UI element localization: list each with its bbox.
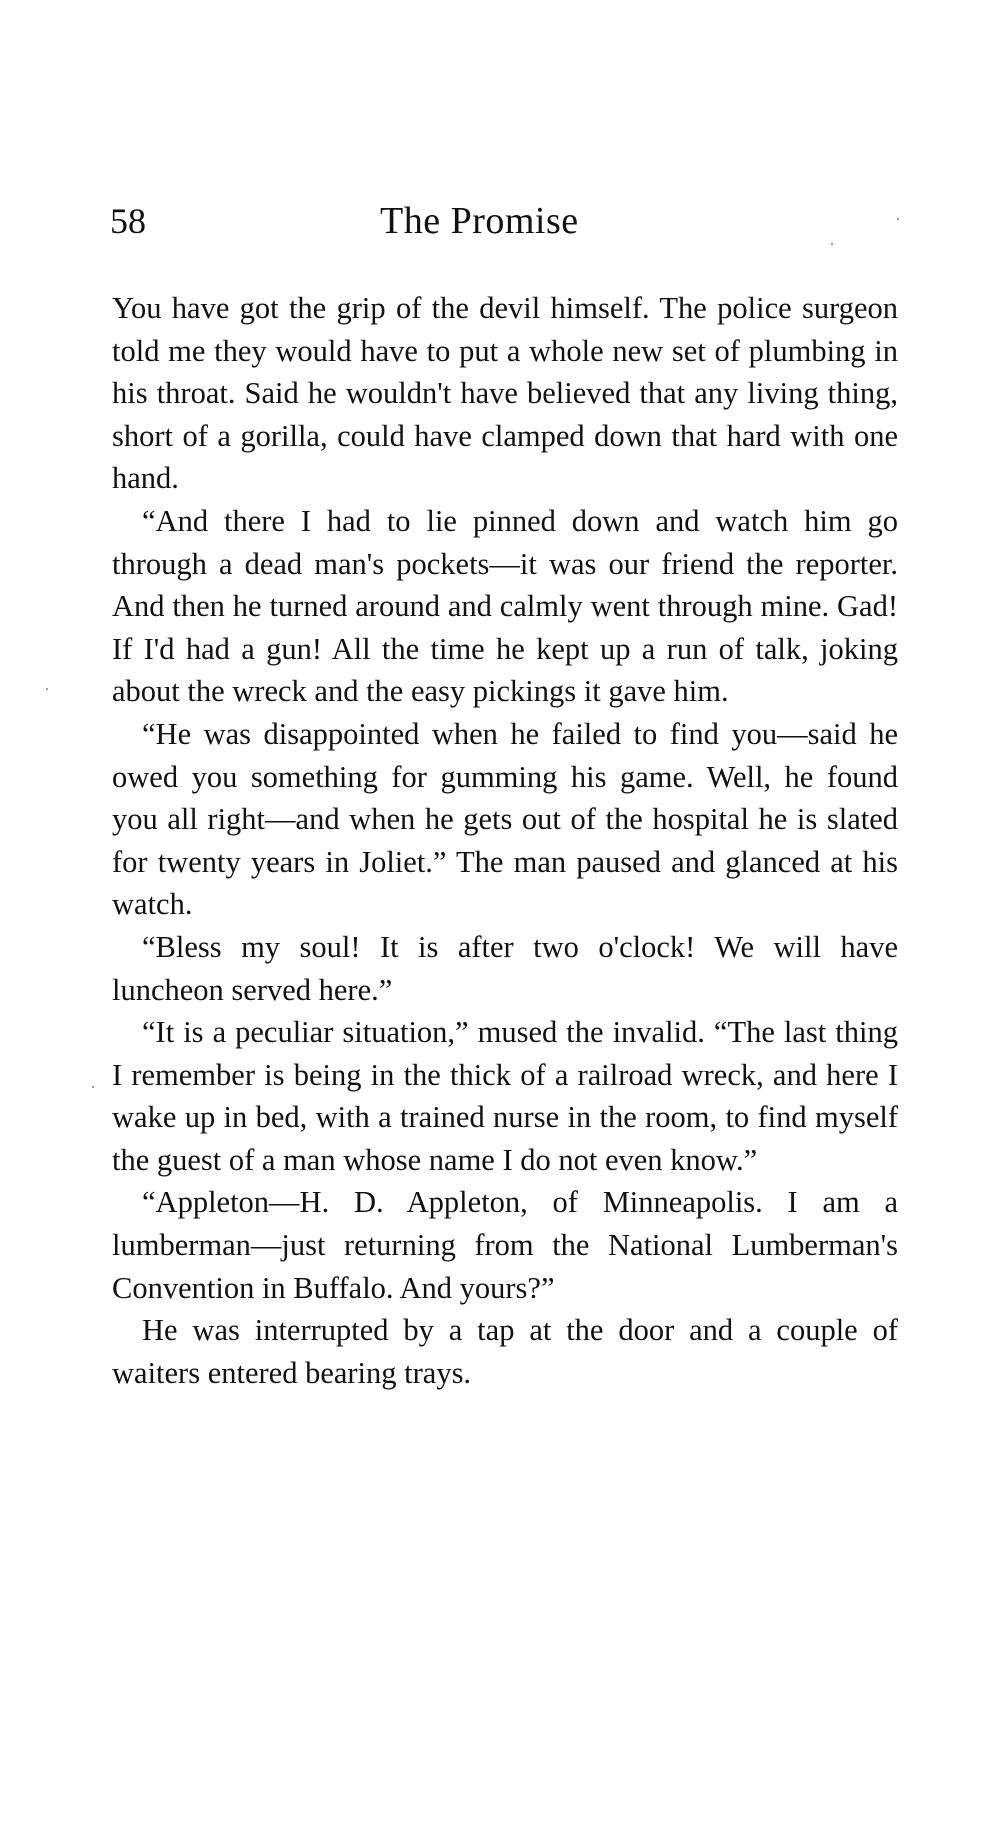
paragraph: “Bless my soul! It is after two o'clock! We will have luncheon served here.” <box>112 929 898 1007</box>
body-text <box>112 287 898 1394</box>
paragraph: “And there I had to lie pinned down and watch him go through a dead man's pockets—it was our friend the reporter. And then he turned around and calmly went through mine. Gad! If I'd had a gun! All the time he kept up a run of talk, joking about the wreck and the easy pickings it gave him. <box>112 503 898 709</box>
scan-speck <box>897 218 899 220</box>
scan-speck <box>92 1086 94 1088</box>
paragraph: “Appleton—H. D. Appleton, of Minneapolis. I am a lumberman—just returning from the National Lumberman's Convention in Buffalo. And yours?” <box>112 1185 898 1305</box>
paragraph: “It is a peculiar situation,” mused the invalid. “The last thing I remember is being in the thick of a railroad wreck, and here I wake up in bed, with a trained nurse in the room, to find myself the guest of a man whose name I do not even know.” <box>112 1015 898 1177</box>
page-header <box>110 196 900 246</box>
paragraph: You have got the grip of the devil himself. The police surgeon told me they would have to put a whole new set of plumbing in his throat. Said he wouldn't have believed that any living thing, short of a gorilla, could have clamped down that hard with one hand. <box>112 291 898 496</box>
paragraph: “He was disappointed when he failed to find you—said he owed you something for gumming his game. Well, he found you all right—and when he gets out of the hospital he is slated for twenty years in Joliet.” The man paused and glanced at his watch. <box>112 716 898 922</box>
scan-speck <box>831 243 833 245</box>
page-number: 58 <box>110 201 146 241</box>
paragraph: He was interrupted by a tap at the door and a couple of waiters entered bearing trays. <box>112 1313 898 1390</box>
running-title: The Promise <box>380 200 579 242</box>
scan-speck <box>46 688 48 690</box>
